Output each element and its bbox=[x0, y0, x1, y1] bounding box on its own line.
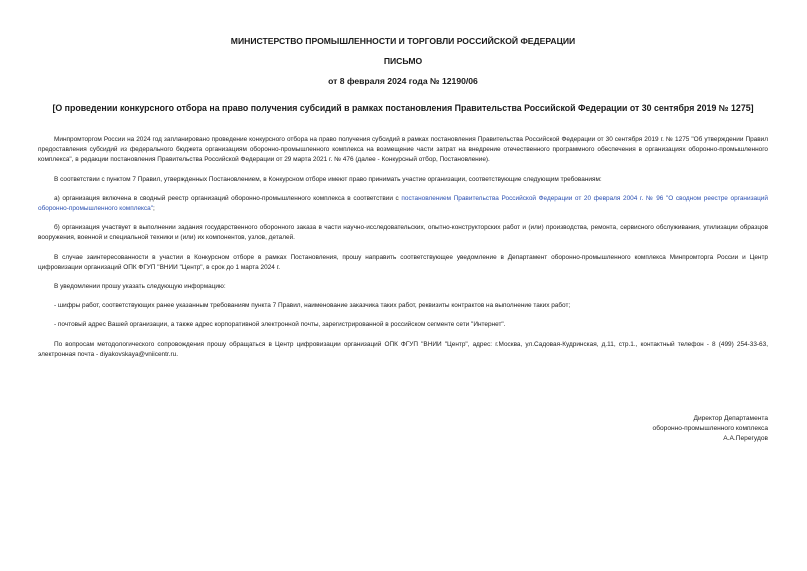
signature-department: оборонно-промышленного комплекса bbox=[652, 425, 768, 432]
paragraph-requirement-a bbox=[38, 194, 768, 214]
ministry-heading: МИНИСТЕРСТВО ПРОМЫШЛЕННОСТИ И ТОРГОВЛИ РОССИЙСКОЙ ФЕДЕРАЦИИ bbox=[230, 36, 576, 46]
paragraph-info-request: В уведомлении прошу указать следующую информацию: bbox=[54, 283, 226, 291]
document-type: ПИСЬМО bbox=[383, 56, 423, 66]
paragraph-item-codes: - шифры работ, соответствующих ранее указанным требованиям пункта 7 Правил, наименование заказчика таких работ, реквизиты контрактов на выполнение таких работ; bbox=[54, 302, 571, 310]
paragraph-intro: Минпромторгом России на 2024 год запланировано проведение конкурсного отбора на право получения субсидий в рамках постановления Правительства Российской Федерации от 30 сентября 2019 г. № 1275 "Об утверждении Правил предоставления субсидий из федерального бюджета организациям оборонно-промышленного комплекса на возмещение части затрат на внедрение отечественного программного обеспечения в организациях оборонно-промышленного комплекса", в редакции постановления Правительства Российской Федерации от 29 марта 2021 г. № 476 (далее - Конкурсный отбор, Постановление). bbox=[38, 136, 768, 164]
paragraph-requirement-b: б) организация участвует в выполнении задания государственного оборонного заказа в части научно-исследовательских, опытно-конструкторских работ и (или) производства, ремонта, сервисного обслуживания, утилизации образцов вооружения, военной и специальной техники и (или) их компонентов, узлов, деталей. bbox=[38, 224, 768, 242]
document-subject: [О проведении конкурсного отбора на право получения субсидий в рамках постановления Правительства Российской Федерации от 30 сентября 2019 № 1275] bbox=[52, 103, 754, 113]
document-page bbox=[38, 32, 768, 442]
signature-title: Директор Департамента bbox=[693, 415, 768, 422]
document-number-date: от 8 февраля 2024 года № 12190/06 bbox=[328, 76, 478, 86]
paragraph-contacts: По вопросам методологического сопровождения прошу обращаться в Центр цифровизации организаций ОПК ФГУП "ВНИИ "Центр", адрес: г.Москва, ул.Садовая-Кудринская, д.11, стр.1., контактный телефон - 8 (499) 254-33-63, электронная почта - diyakovskaya@vniicentr.ru. bbox=[38, 340, 768, 358]
paragraph-item-address: - почтовый адрес Вашей организации, а также адрес корпоративной электронной почты, зарегистрированной в российском сегменте сети "Интернет". bbox=[54, 321, 506, 329]
signature-name: А.А.Перегудов bbox=[723, 435, 768, 442]
decree-96-link[interactable]: постановлением Правительства Российской Федерации от 20 февраля 2004 г. № 96 "О сводном реестре организаций оборонно-промышленного комплекса" bbox=[38, 194, 768, 213]
paragraph-requirements: В соответствии с пунктом 7 Правил, утвержденных Постановлением, в Конкурсном отборе имеют право принимать участие организации, соответствующие следующим требованиям: bbox=[54, 175, 602, 183]
requirement-a-tail: ; bbox=[153, 205, 155, 213]
letter-body bbox=[38, 135, 768, 360]
signature-block bbox=[653, 414, 768, 444]
paragraph-notification: В случае заинтересованности в участии в Конкурсном отборе в рамках Постановления, прошу направить соответствующее уведомление в Департамент оборонно-промышленного комплекса Минпромторга России и Центр цифровизации организаций ОПК ФГУП "ВНИИ "Центр", в срок до 1 марта 2024 г. bbox=[38, 253, 768, 271]
requirement-a-text: а) организация включена в сводный реестр организаций оборонно-промышленного комплекса в соответствии с bbox=[54, 194, 402, 202]
